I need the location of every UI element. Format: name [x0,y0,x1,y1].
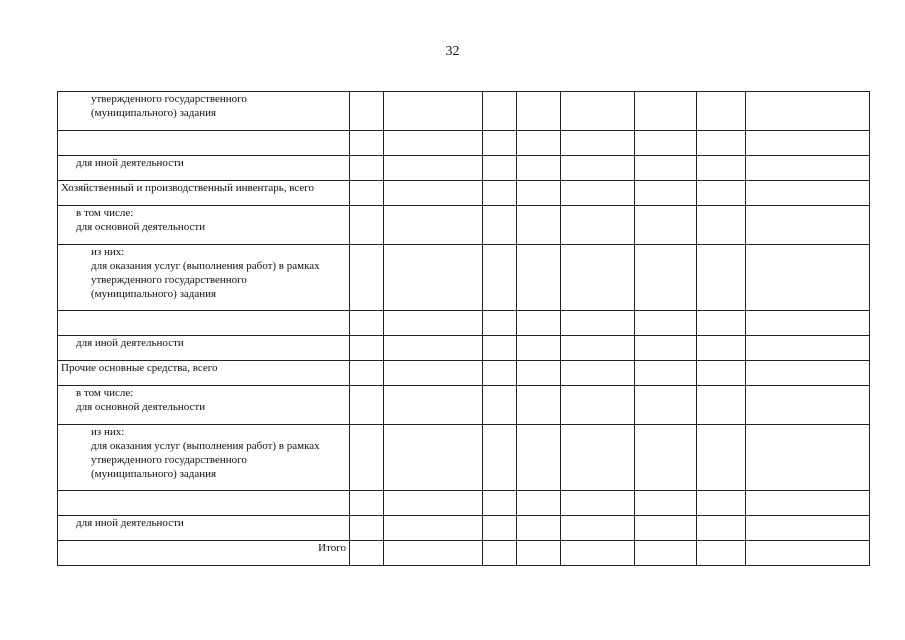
table-cell [517,156,561,181]
table-cell [697,181,746,206]
table-cell [350,491,384,516]
table-cell [746,336,870,361]
table-cell [746,92,870,131]
table-cell [561,361,635,386]
table-cell [384,516,483,541]
table-cell [635,311,697,336]
table-cell [746,516,870,541]
table-cell [350,181,384,206]
table-cell [561,425,635,491]
table-cell [517,245,561,311]
table-cell [384,361,483,386]
table-row [58,516,870,541]
table-cell [746,491,870,516]
table-cell [746,361,870,386]
table-cell [384,386,483,425]
row-label-line: Прочие основные средства, всего [61,362,218,374]
row-label-line: для оказания услуг (выполнения работ) в рамках [91,440,320,452]
table-cell [483,336,517,361]
total-label [58,541,350,566]
table-cell [746,181,870,206]
table-cell [746,425,870,491]
table-cell [561,131,635,156]
table-cell [635,516,697,541]
table-cell [483,131,517,156]
row-label [58,311,350,336]
table-cell [517,386,561,425]
table-cell [697,361,746,386]
table-cell [635,361,697,386]
row-label-line: в том числе: [76,207,134,219]
row-label [58,425,350,491]
table-cell [635,425,697,491]
table-cell [697,311,746,336]
table-cell [517,206,561,245]
table-cell [635,386,697,425]
row-label-line: утвержденного государственного [91,454,247,466]
row-label-line: (муниципального) задания [91,288,217,300]
table-cell [483,92,517,131]
table-cell [635,181,697,206]
table-row [58,181,870,206]
table-cell [561,206,635,245]
table-cell [384,206,483,245]
table-cell [483,206,517,245]
table-cell [517,92,561,131]
table-cell [517,541,561,566]
table-cell [697,425,746,491]
table-row [58,386,870,425]
table-cell [350,516,384,541]
report-table [57,91,870,566]
table-cell [350,131,384,156]
row-label [58,336,350,361]
table-row [58,491,870,516]
table-cell [635,491,697,516]
table-row [58,92,870,131]
table-cell [517,131,561,156]
table-cell [746,131,870,156]
table-cell [350,336,384,361]
row-label [58,181,350,206]
table-cell [483,425,517,491]
table-cell [350,425,384,491]
row-label [58,131,350,156]
table-cell [561,245,635,311]
table-cell [746,541,870,566]
table-cell [635,206,697,245]
table-cell [561,491,635,516]
row-label-line: в том числе: [76,387,134,399]
table-cell [635,336,697,361]
table-cell [635,131,697,156]
table-cell [384,181,483,206]
table-cell [384,541,483,566]
table-cell [697,131,746,156]
table-row [58,245,870,311]
table-cell [483,386,517,425]
row-label-line: Хозяйственный и производственный инвентарь, всего [61,182,314,194]
table-cell [746,206,870,245]
row-label-line: из них: [91,246,125,258]
table-cell [517,425,561,491]
table-cell [517,311,561,336]
table-cell [697,491,746,516]
table-cell [635,245,697,311]
table-row [58,361,870,386]
page-number: 32 [445,44,460,59]
table-cell [483,516,517,541]
table-cell [483,491,517,516]
table-cell [483,245,517,311]
row-label [58,245,350,311]
table-cell [746,245,870,311]
table-cell [561,181,635,206]
table-cell [746,311,870,336]
table-cell [350,156,384,181]
table-cell [350,386,384,425]
row-label-line: (муниципального) задания [91,107,217,119]
table-cell [517,336,561,361]
table-cell [561,541,635,566]
table-row [58,336,870,361]
table-cell [697,386,746,425]
table-cell [697,245,746,311]
table-cell [483,311,517,336]
table-cell [384,491,483,516]
table-row [58,156,870,181]
table-cell [384,336,483,361]
table-cell [561,92,635,131]
table-cell [483,541,517,566]
table-cell [350,541,384,566]
row-label-line: для основной деятельности [76,221,206,233]
row-label-line: для иной деятельности [76,517,184,529]
table-cell [697,156,746,181]
table-cell [561,386,635,425]
table-cell [517,181,561,206]
table-row [58,206,870,245]
row-label [58,156,350,181]
table-cell [384,311,483,336]
table-cell [746,386,870,425]
table-cell [384,92,483,131]
table-cell [517,491,561,516]
row-label [58,516,350,541]
row-label [58,206,350,245]
table-row [58,311,870,336]
table-cell [384,425,483,491]
table-row [58,131,870,156]
row-label [58,491,350,516]
row-label-line: для основной деятельности [76,401,206,413]
table-cell [697,336,746,361]
row-label-line: для иной деятельности [76,337,184,349]
row-label-line: для иной деятельности [76,157,184,169]
table-cell [635,156,697,181]
table-cell [350,92,384,131]
table-cell [697,541,746,566]
row-label-line: из них: [91,426,125,438]
table-cell [561,156,635,181]
table-row [58,425,870,491]
table-cell [517,361,561,386]
table-cell [697,516,746,541]
table-cell [350,311,384,336]
row-label [58,386,350,425]
table-cell [384,131,483,156]
table-cell [697,92,746,131]
row-label [58,361,350,386]
table-cell [384,245,483,311]
table-cell [561,516,635,541]
row-label [58,92,350,131]
table-cell [350,245,384,311]
table-cell [350,361,384,386]
table-cell [635,92,697,131]
table-cell [561,336,635,361]
table-cell [561,311,635,336]
table-cell [350,206,384,245]
row-label-line: утвержденного государственного [91,274,247,286]
table-cell [697,206,746,245]
table-cell [384,156,483,181]
table-cell [517,516,561,541]
table-cell [746,156,870,181]
row-label-line: утвержденного государственного [91,93,247,105]
table-cell [635,541,697,566]
row-label-line: Итого [318,542,346,554]
row-label-line: (муниципального) задания [91,468,217,480]
table-cell [483,156,517,181]
row-label-line: для оказания услуг (выполнения работ) в рамках [91,260,320,272]
table-row-total [58,541,870,566]
table-cell [483,361,517,386]
table-cell [483,181,517,206]
